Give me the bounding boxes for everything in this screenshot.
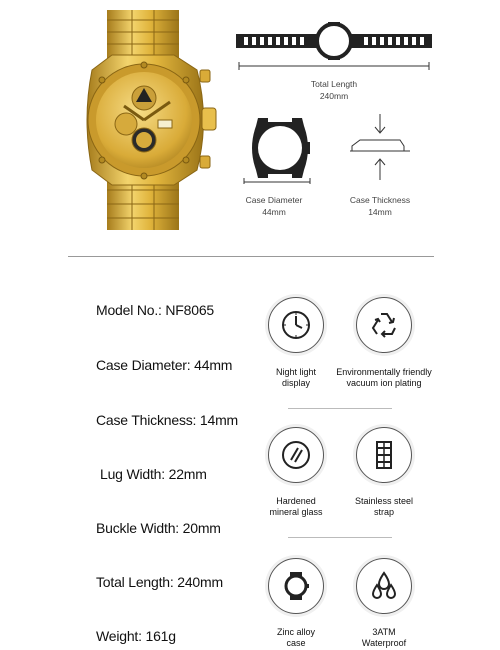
eco-plating-feature [356, 297, 412, 353]
case-diameter-diagram [240, 112, 320, 184]
feature-line2: Waterproof [361, 638, 407, 648]
feature-line2: mineral glass [269, 507, 323, 517]
recycle-icon [367, 308, 401, 342]
steel-strap-label [329, 496, 439, 518]
total-length-value: 240mm [319, 91, 349, 101]
zinc-case-feature [268, 558, 324, 614]
case-thickness-value: 14mm [368, 207, 392, 217]
case-diameter-value: 44mm [262, 207, 286, 217]
spec-case-thickness: Case Thickness: 14mm [96, 412, 239, 428]
case-thickness-caption [330, 194, 430, 218]
strap-icon [367, 438, 401, 472]
feature-line1: Night light [275, 367, 317, 377]
strap-length-diagram [236, 22, 432, 72]
spec-total-length: Total Length: 240mm [96, 574, 223, 590]
feature-line1: 3ATM [372, 627, 396, 637]
feature-line1: Zinc alloy [276, 627, 315, 637]
watch-product-image [62, 10, 232, 230]
total-length-label: Total Length [310, 79, 358, 89]
feature-line2: display [281, 378, 310, 388]
spec-case-diameter: Case Diameter: 44mm [96, 357, 233, 373]
mineral-glass-feature [268, 427, 324, 483]
feature-line1: Environmentally friendly [336, 367, 432, 377]
steel-strap-feature [356, 427, 412, 483]
feature-divider-2 [288, 537, 392, 538]
spec-weight: Weight: 161g [96, 628, 176, 644]
night-light-feature [268, 297, 324, 353]
case-thickness-diagram [344, 112, 416, 184]
feature-line1: Hardened [276, 496, 316, 506]
total-length-caption [284, 78, 384, 102]
feature-line1: Stainless steel [354, 496, 414, 506]
feature-divider-1 [288, 408, 392, 409]
section-divider [68, 256, 434, 257]
waterproof-feature [356, 558, 412, 614]
water-drops-icon [367, 569, 401, 603]
waterproof-label [329, 627, 439, 649]
eco-plating-label [329, 367, 439, 389]
spec-lug-width: Lug Width: 22mm [100, 466, 207, 482]
case-thickness-label: Case Thickness [349, 195, 411, 205]
case-diameter-caption [224, 194, 324, 218]
case-icon [279, 569, 313, 603]
feature-line2: vacuum ion plating [346, 378, 422, 388]
case-diameter-label: Case Diameter [245, 195, 303, 205]
glass-icon [279, 438, 313, 472]
feature-line2: case [286, 638, 306, 648]
clock-icon [279, 308, 313, 342]
spec-buckle-width: Buckle Width: 20mm [96, 520, 221, 536]
spec-model: Model No.: NF8065 [96, 302, 214, 318]
feature-line2: strap [373, 507, 394, 517]
